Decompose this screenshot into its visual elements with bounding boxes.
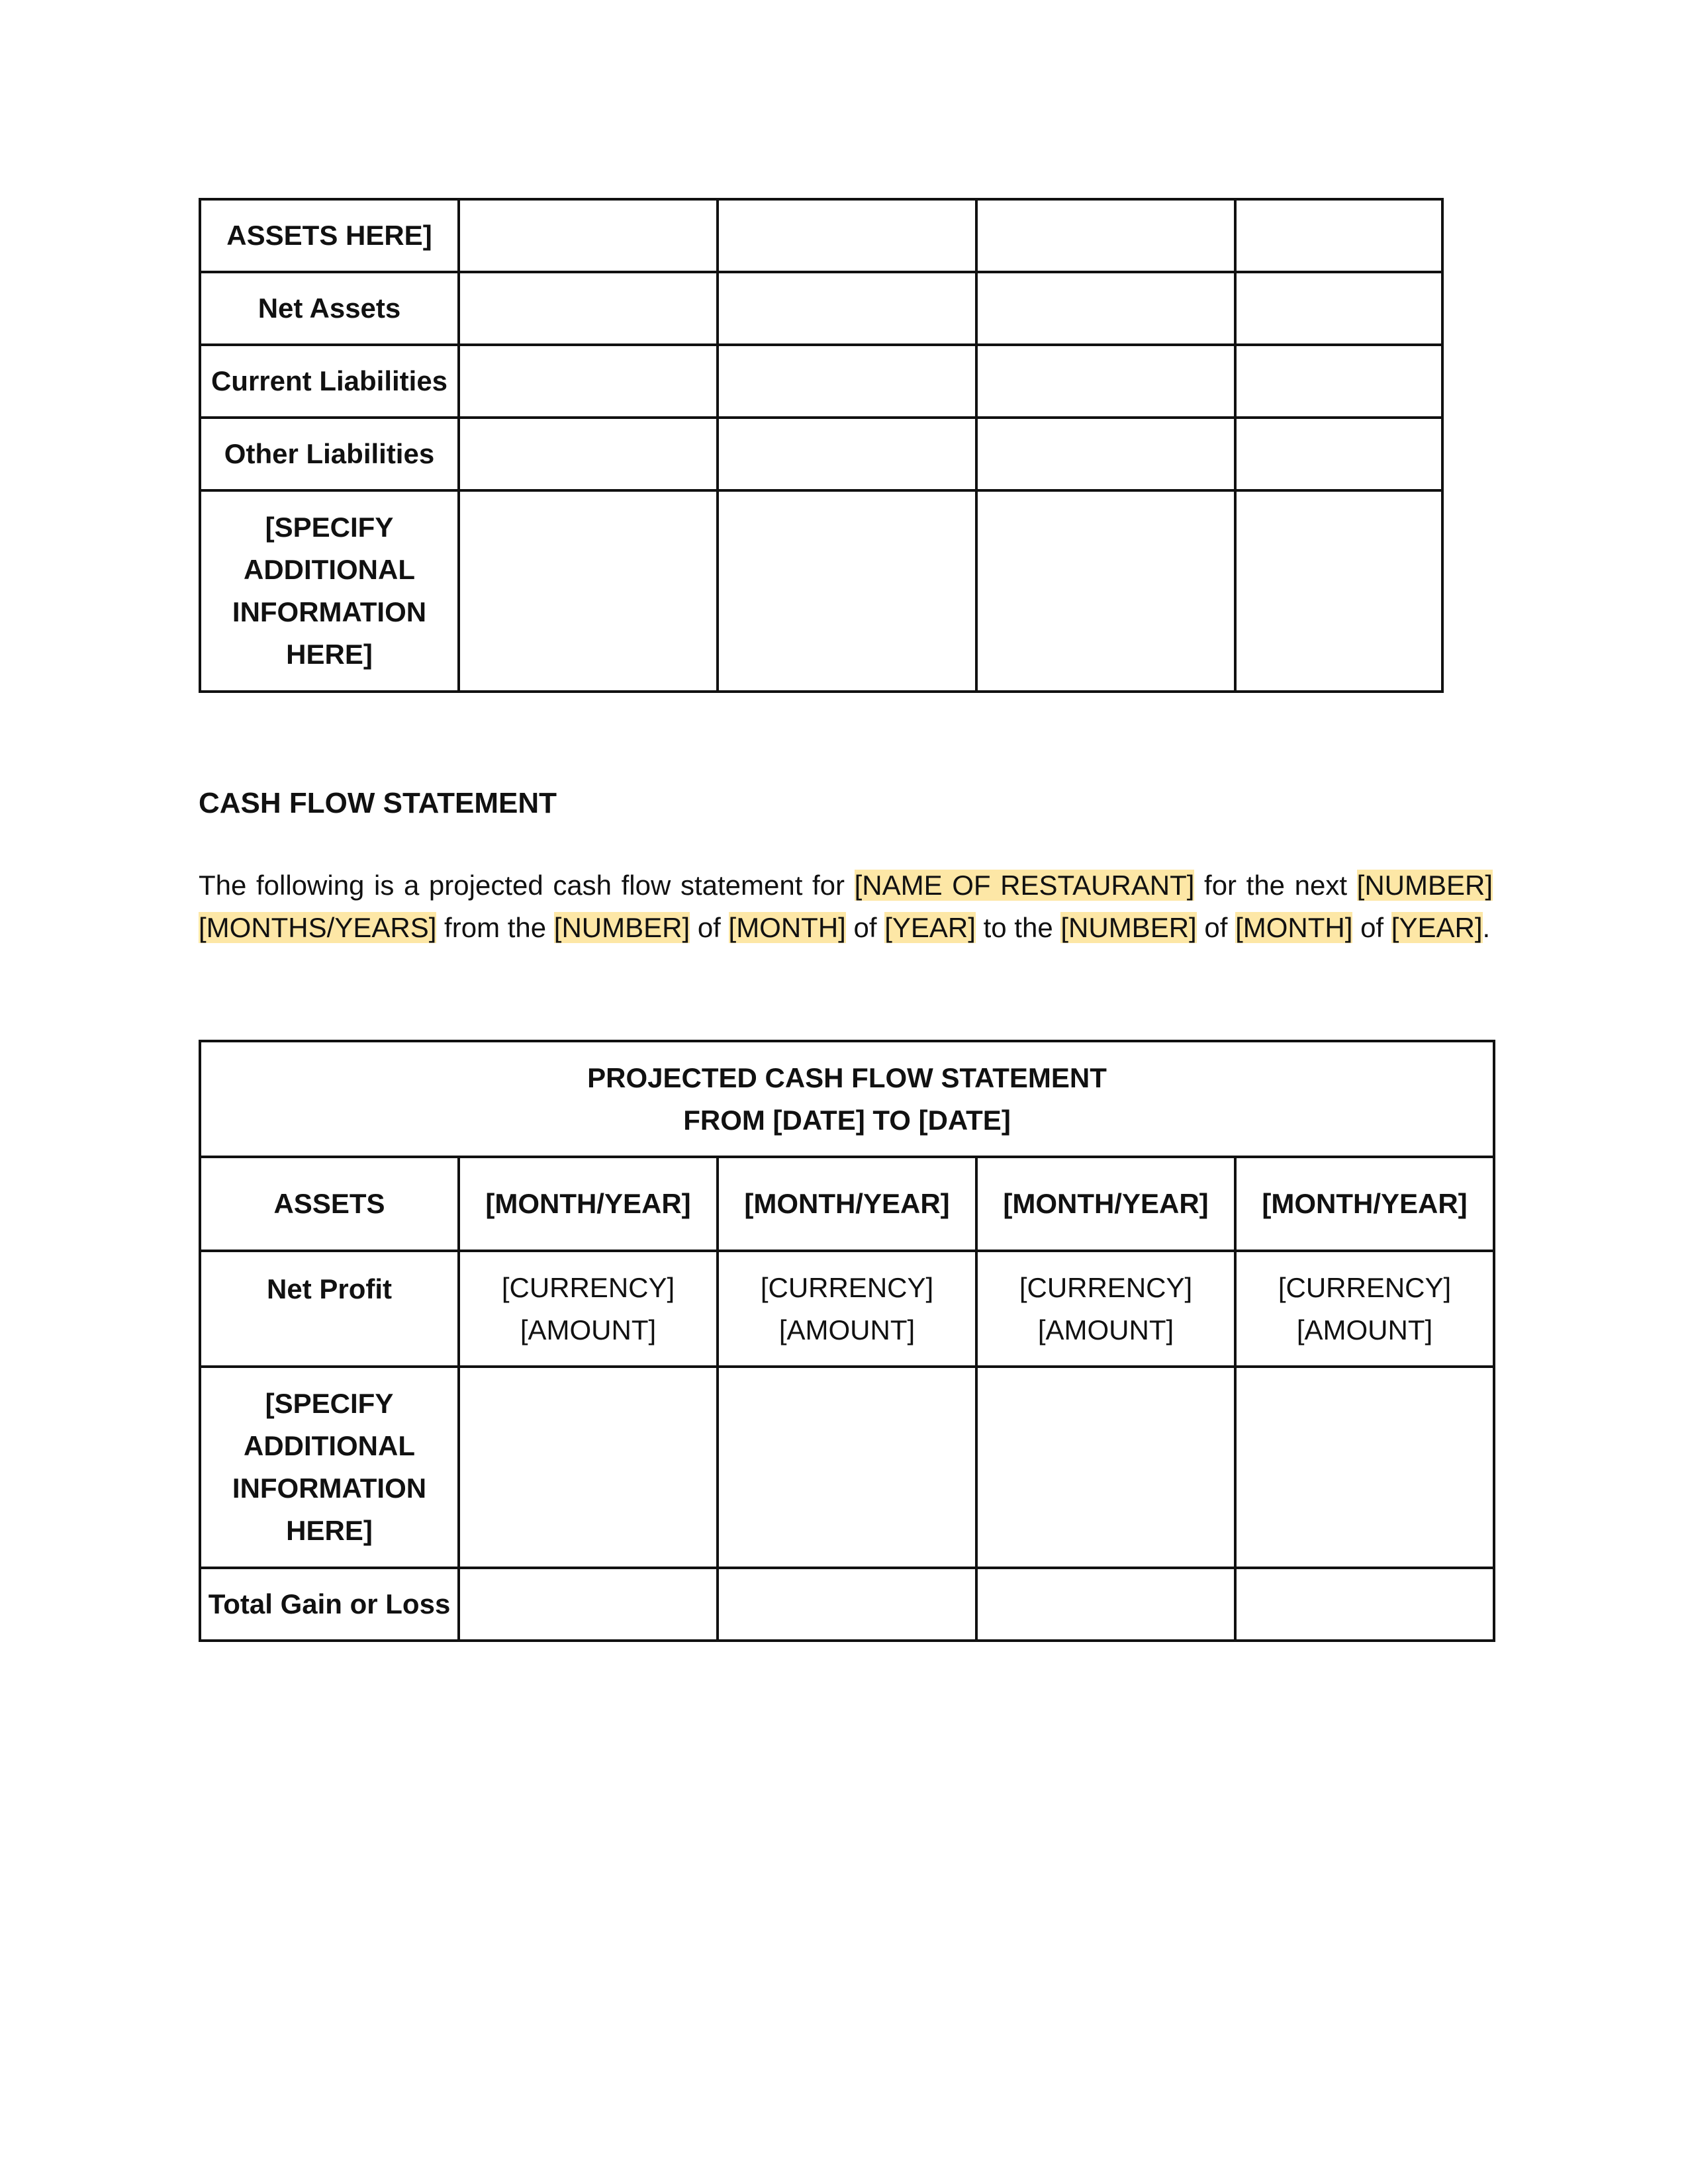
row-label-text: Net Assets	[258, 293, 401, 324]
row-label-line: INFORMATION	[232, 596, 427, 627]
table-cell[interactable]	[459, 1568, 718, 1641]
placeholder-highlight: [NAME OF RESTAURANT]	[854, 870, 1195, 901]
placeholder-highlight: [YEAR]	[1391, 912, 1483, 943]
row-label-line: INFORMATION	[232, 1473, 427, 1504]
table-cell[interactable]	[718, 345, 976, 418]
table-title-row	[200, 1041, 1494, 1157]
table-cell[interactable]	[976, 418, 1235, 490]
section-heading: CASH FLOW STATEMENT	[199, 787, 557, 819]
column-header: [MONTH/YEAR]	[1235, 1157, 1494, 1251]
table-cell[interactable]	[1235, 1367, 1494, 1568]
table-cell[interactable]	[459, 199, 718, 272]
table-cell[interactable]	[976, 1251, 1235, 1367]
intro-text: of	[1352, 912, 1391, 943]
placeholder-highlight: [NUMBER] [MONTHS/YEARS]	[199, 870, 1493, 943]
row-label	[200, 490, 459, 692]
row-label-line: HERE]	[286, 1515, 373, 1546]
table-cell[interactable]	[459, 1367, 718, 1568]
cell-line: [AMOUNT]	[1037, 1314, 1174, 1345]
table-cell[interactable]	[1235, 490, 1442, 692]
table-cell[interactable]	[976, 199, 1235, 272]
placeholder-highlight: [NUMBER]	[553, 912, 690, 943]
table-row	[200, 272, 1442, 345]
table-cell[interactable]	[718, 1568, 976, 1641]
table-cell[interactable]	[1235, 1251, 1494, 1367]
table-cell[interactable]	[718, 490, 976, 692]
cell-line: [AMOUNT]	[1296, 1314, 1433, 1345]
row-label	[200, 199, 459, 272]
table-row	[200, 490, 1442, 692]
cell-line: [CURRENCY]	[501, 1271, 675, 1303]
table-cell[interactable]	[459, 272, 718, 345]
table-cell[interactable]	[1235, 199, 1442, 272]
table-row	[200, 1568, 1494, 1641]
table-row	[200, 1367, 1494, 1568]
table-cell[interactable]	[718, 1367, 976, 1568]
table-header-row	[200, 1157, 1494, 1251]
cell-line: [CURRENCY]	[1278, 1271, 1452, 1303]
table-cell[interactable]	[1235, 345, 1442, 418]
row-label	[200, 345, 459, 418]
row-label: Net Profit	[200, 1251, 459, 1367]
table-title	[200, 1041, 1494, 1157]
row-label: Total Gain or Loss	[200, 1568, 459, 1641]
table-cell[interactable]	[459, 418, 718, 490]
table-subtitle-line: FROM [DATE] TO [DATE]	[683, 1104, 1011, 1136]
assets-table	[199, 198, 1444, 693]
row-label-line: [SPECIFY	[265, 1388, 394, 1419]
column-header: [MONTH/YEAR]	[976, 1157, 1235, 1251]
row-label-line: [SPECIFY	[265, 512, 394, 543]
cell-line: [CURRENCY]	[1019, 1271, 1193, 1303]
intro-text: of	[845, 912, 885, 943]
table-row	[200, 418, 1442, 490]
column-header: [MONTH/YEAR]	[459, 1157, 718, 1251]
row-label-line: ADDITIONAL	[244, 554, 415, 585]
cell-line: [AMOUNT]	[520, 1314, 657, 1345]
table-cell[interactable]	[1235, 1568, 1494, 1641]
placeholder-highlight: [YEAR]	[884, 912, 976, 943]
intro-text: The following is a projected cash flow statement for	[199, 870, 855, 901]
table-cell[interactable]	[976, 345, 1235, 418]
table-cell[interactable]	[976, 272, 1235, 345]
table-cell[interactable]	[976, 490, 1235, 692]
table-cell[interactable]	[976, 1568, 1235, 1641]
table-title-line: PROJECTED CASH FLOW STATEMENT	[587, 1062, 1107, 1093]
row-label-text: Other Liabilities	[224, 438, 435, 469]
intro-text: from the	[436, 912, 554, 943]
table-cell[interactable]	[718, 199, 976, 272]
table-cell[interactable]	[718, 272, 976, 345]
row-label	[200, 418, 459, 490]
row-label	[200, 1367, 459, 1568]
intro-text: of	[690, 912, 729, 943]
row-label-text: Current Liabilities	[211, 365, 448, 396]
table-cell[interactable]	[459, 490, 718, 692]
intro-text: of	[1196, 912, 1236, 943]
cell-line: [AMOUNT]	[778, 1314, 915, 1345]
table-row	[200, 345, 1442, 418]
row-label-line: HERE]	[286, 639, 373, 670]
table-cell[interactable]	[1235, 418, 1442, 490]
cash-flow-table	[199, 1040, 1495, 1642]
row-label	[200, 272, 459, 345]
table-cell[interactable]	[718, 418, 976, 490]
column-header: ASSETS	[200, 1157, 459, 1251]
table-row	[200, 199, 1442, 272]
intro-text: .	[1482, 912, 1491, 943]
row-label-line: ADDITIONAL	[244, 1430, 415, 1461]
table-cell[interactable]	[976, 1367, 1235, 1568]
intro-paragraph	[199, 864, 1493, 949]
table-cell[interactable]	[459, 345, 718, 418]
placeholder-highlight: [NUMBER]	[1060, 912, 1197, 943]
table-cell[interactable]	[718, 1251, 976, 1367]
column-header: [MONTH/YEAR]	[718, 1157, 976, 1251]
placeholder-highlight: [MONTH]	[728, 912, 846, 943]
intro-text: for the next	[1194, 870, 1357, 901]
placeholder-highlight: [MONTH]	[1235, 912, 1353, 943]
table-cell[interactable]	[459, 1251, 718, 1367]
row-label-text: ASSETS HERE]	[226, 220, 432, 251]
table-row	[200, 1251, 1494, 1367]
table-cell[interactable]	[1235, 272, 1442, 345]
intro-text: to the	[975, 912, 1061, 943]
cell-line: [CURRENCY]	[760, 1271, 934, 1303]
